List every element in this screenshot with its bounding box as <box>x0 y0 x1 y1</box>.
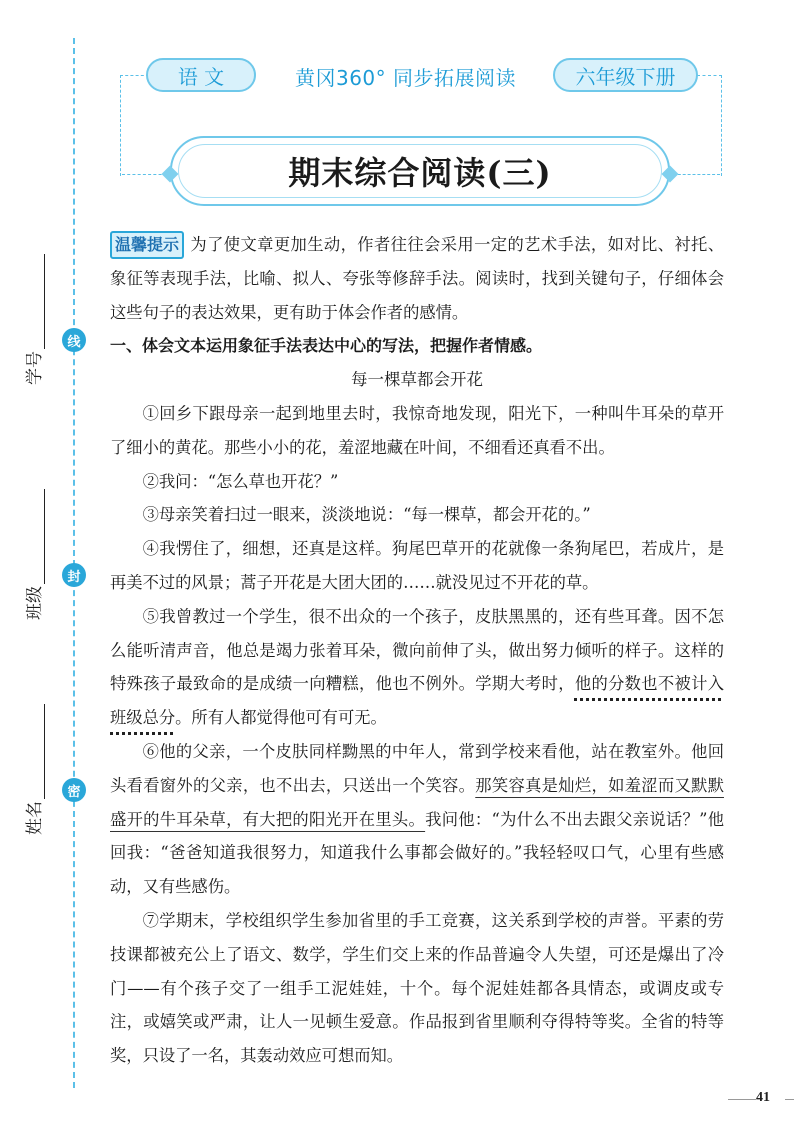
header-dash-right <box>697 75 722 176</box>
name-blank[interactable] <box>43 704 45 799</box>
grade-pill: 六年级下册 <box>553 58 698 92</box>
paragraph-2: ②我问：“怎么草也开花？” <box>142 471 339 491</box>
page-title: 期末综合阅读(三) <box>288 154 552 192</box>
paragraph-1: ①回乡下跟母亲一起到地里去时，我惊奇地发现，阳光下，一种叫牛耳朵的草开了细小的黄花。那些小小的花，羞涩地藏在叶间，不细看还真看不出。 <box>110 403 724 457</box>
class-blank[interactable] <box>43 489 45 584</box>
tip-text: 为了使文章更加生动，作者往往会采用一定的艺术手法，如对比、衬托、象征等表现手法，比喻、拟人、夸张等修辞手法。阅读时，找到关键句子，仔细体会这些句子的表达效果，更有助于体会作者的感情。 <box>110 235 724 322</box>
paragraph-3: ③母亲笑着扫过一眼来，淡淡地说：“每一棵草，都会开花的。” <box>142 505 591 525</box>
series-title: 黄冈360° 同步拓展阅读 <box>294 66 517 90</box>
paragraph-6 <box>110 735 724 904</box>
student-id-blank[interactable] <box>43 254 45 349</box>
paragraph-5-part-a: ⑤我曾教过一个学生，很不出众的一个孩子，皮肤黑黑的，还有些耳聋。因不怎么能听清声音，他总是竭力张着耳朵，微向前伸了头，做出努力倾听的样子。这样的特殊孩子最致命的是成绩一向糟糕，他也不例外。学期大考时， <box>110 606 724 694</box>
page-number-rule-left <box>728 1099 756 1100</box>
article-title: 每一棵草都会开花 <box>351 370 483 390</box>
page-title-box <box>170 136 670 206</box>
paragraph-6-part-c: 我问他：“为什么不出去跟父亲说话？”他回我：“爸爸知道我很努力，知道我什么事都会做好的。”我轻轻叹口气，心里有些感动，又有些感伤。 <box>110 809 724 897</box>
tip-label: 温馨提示 <box>110 231 184 259</box>
tip-paragraph <box>110 228 724 329</box>
seal-line-badge: 线 <box>62 328 86 352</box>
paragraph-4: ④我愣住了，细想，还真是这样。狗尾巴草开的花就像一条狗尾巴，若成片，是再美不过的风景；蒿子开花是大团大团的……就没见过不开花的草。 <box>110 539 724 592</box>
paragraph-5-part-c: 。所有人都觉得他可有可无。 <box>175 708 387 728</box>
paragraph-7: ⑦学期末，学校组织学生参加省里的手工竞赛，这关系到学校的声誉。平素的劳技课都被充公上了语文、数学，学生们交上来的作品普遍令人失望，可还是爆出了冷门——有个孩子交了一组手工泥娃娃，十个。每个泥娃娃都各具情态，或调皮或专注，或嬉笑或严肃，让人一见顿生爱意。作品报到省里顺利夺得特等奖。全省的特等奖，只设了一名，其轰动效应可想而知。 <box>110 910 724 1066</box>
paragraph-6-part-a: ⑥他的父亲，一个皮肤同样黝黑的中年人，常到学校来看他，站在教室外。他回头看看窗外的父亲，也不出去，只送出一个笑容。 <box>110 741 724 795</box>
class-label: 班级 <box>25 586 45 620</box>
seal-secret-badge: 密 <box>62 778 86 802</box>
reading-content <box>110 228 724 1073</box>
student-id-label: 学号 <box>25 351 45 385</box>
page-number: 41 <box>756 1090 770 1105</box>
paragraph-5 <box>110 600 724 735</box>
paragraph-5-dotted-sentence: 他的分数也不被计入班级总分 <box>110 674 724 728</box>
seal-seal-badge: 封 <box>62 563 86 587</box>
page-number-rule-right <box>785 1099 794 1100</box>
name-label: 姓名 <box>25 801 45 835</box>
subject-pill: 语 文 <box>146 58 256 92</box>
section-heading: 一、体会文本运用象征手法表达中心的写法，把握作者情感。 <box>110 336 543 356</box>
header-dash-left <box>120 75 149 176</box>
paragraph-6-underlined-sentence: 那笑容真是灿烂，如羞涩而又默默盛开的牛耳朵草，有大把的阳光开在里头。 <box>110 775 724 829</box>
